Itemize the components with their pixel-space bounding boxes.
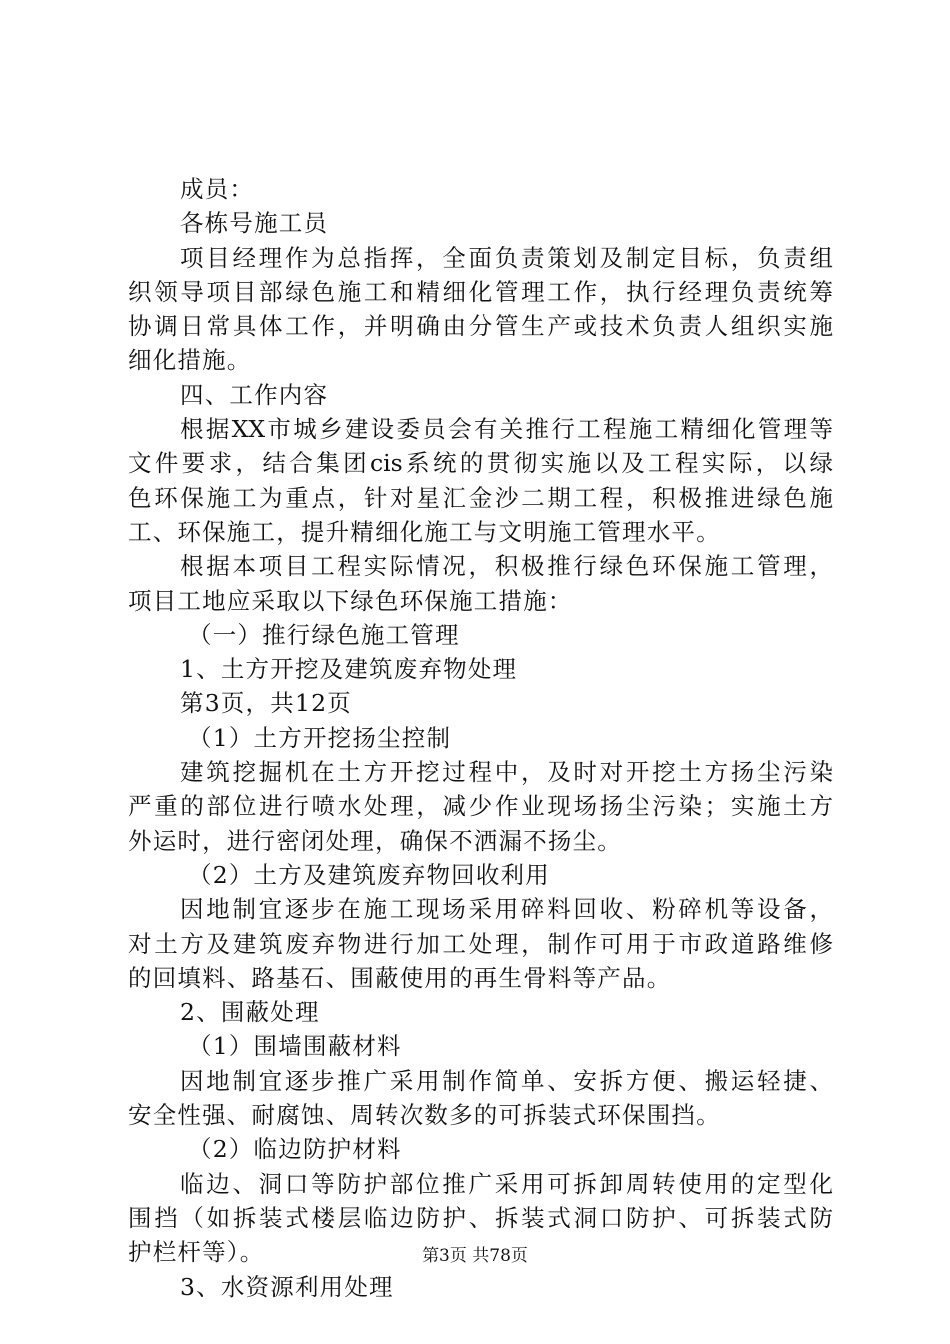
text-line: 项目工地应采取以下绿色环保施工措施： <box>128 586 573 615</box>
item-heading: 1、土方开挖及建筑废弃物处理 <box>180 655 518 684</box>
text-line: 外运时，进行密闭处理，确保不洒漏不扬尘。 <box>128 826 622 855</box>
item-heading: （2）临边防护材料 <box>188 1135 402 1164</box>
text-line: 各栋号施工员 <box>180 209 329 238</box>
item-heading: 3、水资源利用处理 <box>180 1272 394 1301</box>
section-heading: 四、工作内容 <box>180 380 329 409</box>
text-line: 文件要求，结合集团cis系统的贯彻实施以及工程实际，以绿 <box>128 449 833 478</box>
inline-page-marker: 第3页，共12页 <box>180 689 352 718</box>
text-line: 因地制宜逐步在施工现场采用碎料回收、粉碎机等设备， <box>180 895 833 924</box>
text-line: 根据本项目工程实际情况，积极推行绿色环保施工管理， <box>180 552 833 581</box>
item-heading: （1）围墙围蔽材料 <box>188 1032 402 1061</box>
text-line: 围挡（如拆装式楼层临边防护、拆装式洞口防护、可拆装式防 <box>128 1203 833 1232</box>
text-line: 项目经理作为总指挥，全面负责策划及制定目标，负责组 <box>180 243 833 272</box>
subsection-heading: （一）推行绿色施工管理 <box>188 620 460 649</box>
item-heading: 2、围蔽处理 <box>180 998 320 1027</box>
text-line: 成员： <box>180 175 255 203</box>
text-line: 安全性强、耐腐蚀、周转次数多的可拆装式环保围挡。 <box>128 1101 721 1130</box>
text-line: 工、环保施工，提升精细化施工与文明施工管理水平。 <box>128 517 721 546</box>
text-line: 建筑挖掘机在土方开挖过程中，及时对开挖土方扬尘污染 <box>180 758 833 787</box>
text-line: 临边、洞口等防护部位推广采用可拆卸周转使用的定型化 <box>180 1169 833 1198</box>
page-footer: 第3页 共78页 <box>422 1246 528 1266</box>
text-line: 细化措施。 <box>128 346 252 375</box>
text-line: 的回填料、路基石、围蔽使用的再生骨料等产品。 <box>128 963 672 992</box>
text-line: 对土方及建筑废弃物进行加工处理，制作可用于市政道路维修 <box>128 929 833 958</box>
text-line: 色环保施工为重点，针对星汇金沙二期工程，积极推进绿色施 <box>128 483 833 512</box>
text-line: 因地制宜逐步推广采用制作简单、安拆方便、搬运轻捷、 <box>180 1066 833 1095</box>
text-line: 协调日常具体工作，并明确由分管生产或技术负责人组织实施 <box>128 312 833 341</box>
text-line: 根据XX市城乡建设委员会有关推行工程施工精细化管理等 <box>180 415 833 444</box>
text-line: 织领导项目部绿色施工和精细化管理工作，执行经理负责统筹 <box>128 277 833 306</box>
text-line: 严重的部位进行喷水处理，减少作业现场扬尘污染；实施土方 <box>128 792 833 821</box>
document-body <box>128 172 833 1304</box>
item-heading: （1）土方开挖扬尘控制 <box>188 723 452 752</box>
text-line: 护栏杆等）。 <box>128 1238 265 1267</box>
item-heading: （2）土方及建筑废弃物回收利用 <box>188 860 550 889</box>
